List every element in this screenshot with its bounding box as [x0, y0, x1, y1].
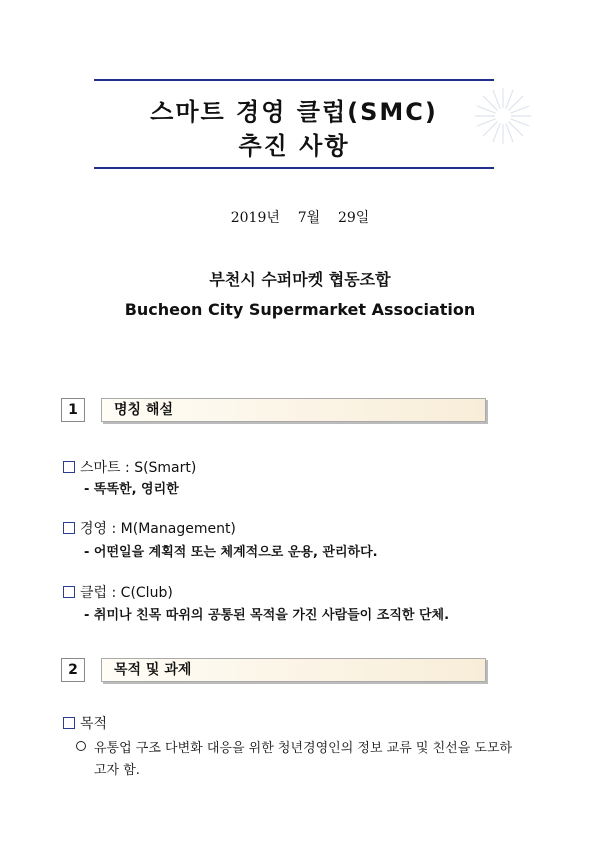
- bullet-item: [76, 737, 512, 756]
- section-title: 목적 및 과제: [114, 662, 192, 678]
- date-year: 2019년: [230, 210, 280, 226]
- page-subtitle: 추진 사항: [238, 132, 350, 160]
- organization-name-ko: 부천시 수퍼마켓 협동조합: [209, 270, 391, 289]
- checkbox-icon: [63, 461, 75, 473]
- section-title: 명칭 해설: [114, 402, 173, 418]
- item-description: - 똑똑한, 영리한: [84, 482, 179, 497]
- item-label: 경영 : M(Management): [80, 521, 236, 537]
- organization-name-en: Bucheon City Supermarket Association: [124, 300, 476, 319]
- item-label: 클럽 : C(Club): [80, 585, 173, 601]
- list-item: [63, 518, 236, 538]
- title-bottom-rule: [94, 167, 494, 169]
- list-item: [63, 713, 107, 733]
- bullet-text-continued: 고자 함.: [94, 763, 140, 778]
- section-title-bar: [101, 398, 486, 422]
- date-day: 29일: [337, 210, 370, 226]
- section-title-bar: [101, 658, 486, 682]
- list-item: [63, 582, 173, 602]
- circle-bullet-icon: [76, 741, 86, 751]
- checkbox-icon: [63, 522, 75, 534]
- checkbox-icon: [63, 586, 75, 598]
- item-description: - 어떤일을 계획적 또는 체계적으로 운용, 관리하다.: [84, 545, 378, 560]
- item-label: 목적: [80, 716, 108, 732]
- title-top-rule: [94, 79, 494, 81]
- date-month: 7월: [297, 210, 321, 226]
- item-description: - 취미나 친목 따위의 공통된 목적을 가진 사람들이 조직한 단체.: [84, 608, 450, 623]
- page-title: 스마트 경영 클럽(SMC): [150, 98, 438, 126]
- starburst-icon: [471, 84, 535, 148]
- bullet-text: 유통업 구조 다변화 대응을 위한 청년경영인의 정보 교류 및 친선을 도모하: [94, 741, 513, 756]
- section-number: 2: [61, 658, 85, 682]
- list-item: [63, 457, 196, 477]
- section-number: 1: [61, 398, 85, 422]
- checkbox-icon: [63, 717, 75, 729]
- document-date: [0, 207, 600, 227]
- item-label: 스마트 : S(Smart): [80, 460, 197, 476]
